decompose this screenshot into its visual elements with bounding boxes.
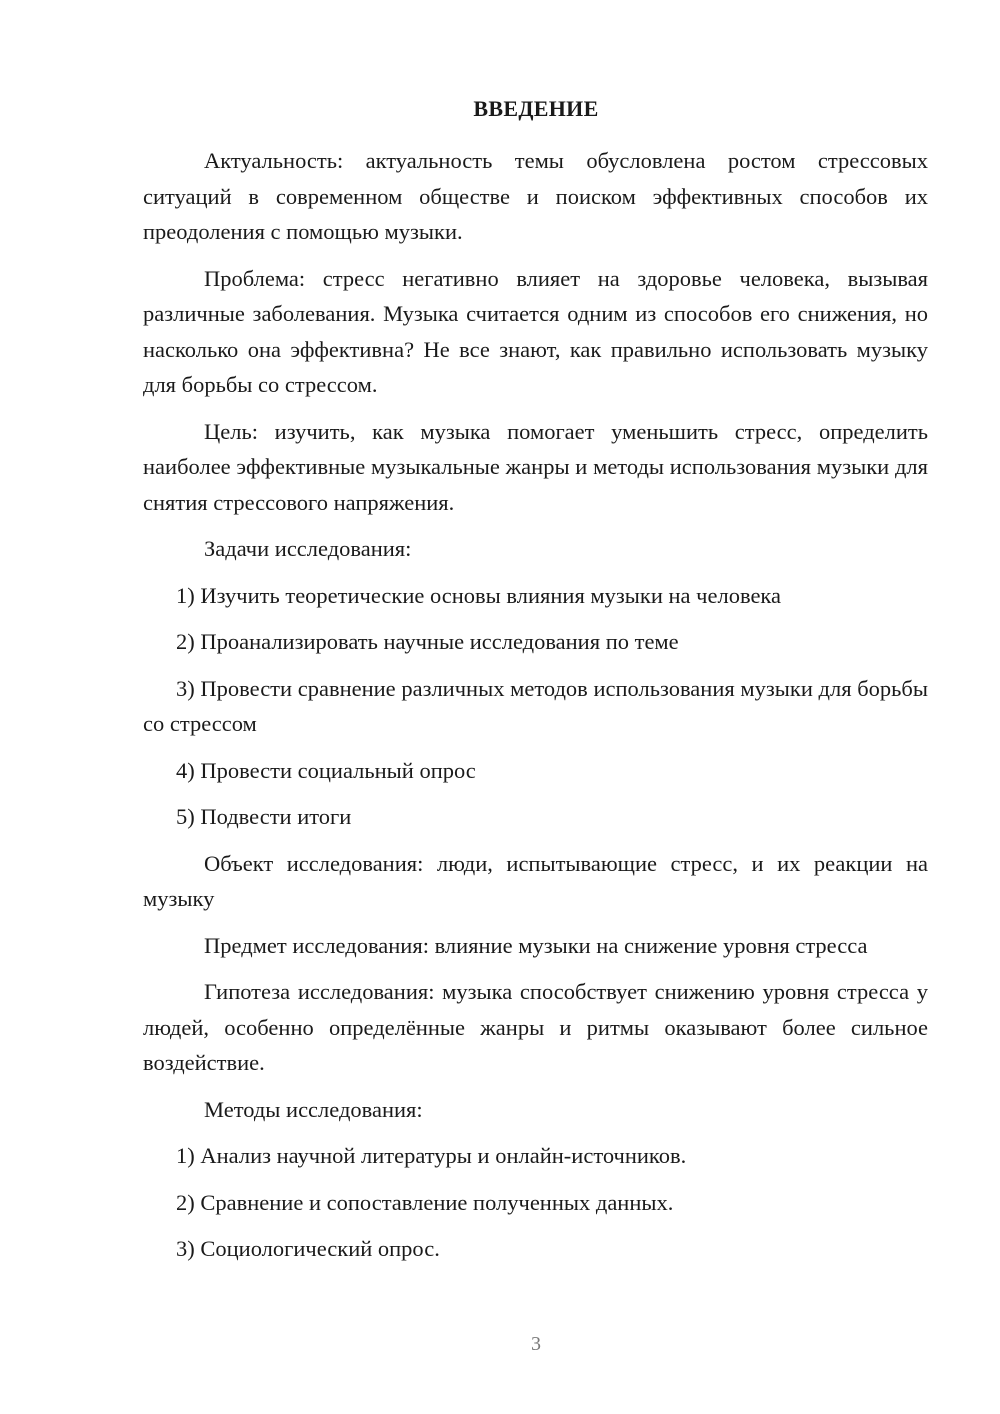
tasks-heading: Задачи исследования: xyxy=(204,536,412,561)
section-title: ВВЕДЕНИЕ xyxy=(473,96,599,121)
subject-paragraph: Предмет исследования: влияние музыки на снижение уровня стресса xyxy=(204,932,868,958)
problem-paragraph: Проблема: стресс негативно влияет на здоровье человека, вызывая различные заболевания. Музыка считается одним из способов его снижения, но насколько она эффективна? Не все знают, как правильно использовать музыку для борьбы со стрессом. xyxy=(143,265,928,397)
methods-heading: Методы исследования: xyxy=(204,1096,423,1122)
list-item: 3) Социологический опрос. xyxy=(176,1236,440,1261)
tasks-list xyxy=(143,578,928,835)
methods-list xyxy=(143,1138,928,1267)
relevance-paragraph: Актуальность: актуальность темы обусловлена ростом стрессовых ситуаций в современном обществе и поиском эффективных способов их преодоления с помощью музыки. xyxy=(143,148,928,244)
list-item: 5) Подвести итоги xyxy=(176,804,352,829)
hypothesis-paragraph: Гипотеза исследования: музыка способствует снижению уровня стресса у людей, особенно определённые жанры и ритмы оказывают более сильное воздействие. xyxy=(143,979,928,1075)
list-item: 2) Сравнение и сопоставление полученных данных. xyxy=(176,1189,674,1215)
list-item: 2) Проанализировать научные исследования по теме xyxy=(176,629,679,654)
goal-paragraph: Цель: изучить, как музыка помогает уменьшить стресс, определить наиболее эффективные музыкальные жанры и методы использования музыки для снятия стрессового напряжения. xyxy=(143,418,928,515)
object-paragraph: Объект исследования: люди, испытывающие стресс, и их реакции на музыку xyxy=(143,850,928,911)
list-item: 3) Провести сравнение различных методов использования музыки для борьбы со стрессом xyxy=(143,675,928,736)
list-item: 1) Анализ научной литературы и онлайн-источников. xyxy=(176,1143,687,1168)
page-number: 3 xyxy=(531,1333,541,1355)
list-item: 1) Изучить теоретические основы влияния музыки на человека xyxy=(176,582,782,608)
document-body xyxy=(143,143,928,1278)
list-item: 4) Провести социальный опрос xyxy=(176,757,476,783)
